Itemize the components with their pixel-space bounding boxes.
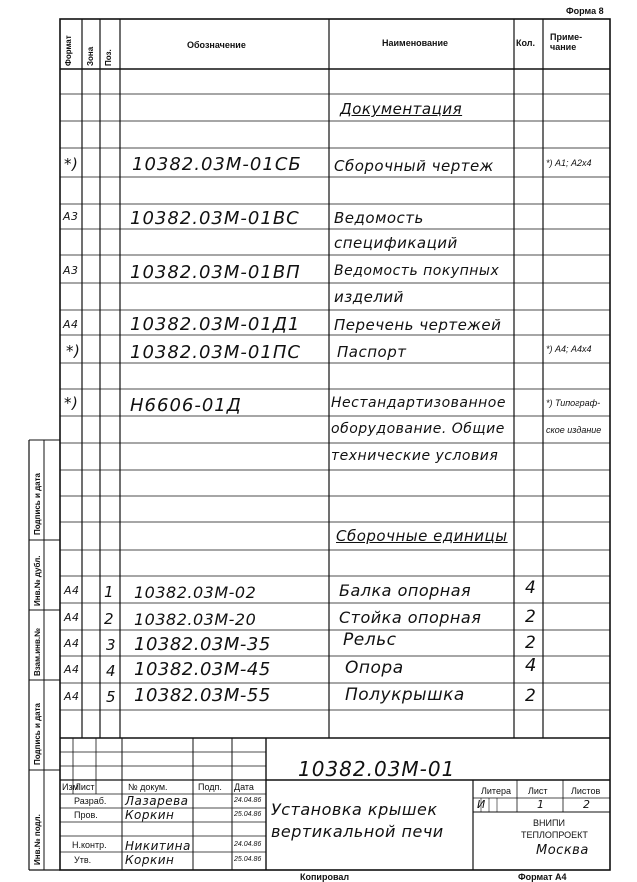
row-format: *) [64,394,79,412]
row-designation: 10382.03М-45 [134,659,271,680]
row-pos: 1 [104,583,115,601]
doc-number: 10382.03М-01 [298,757,456,781]
copied-label: Копировал [300,872,350,882]
section-documentation: Документация [340,100,463,118]
tb-name: Коркин [125,853,175,867]
col-header-designation: Обозначение [187,40,246,50]
tb-title-line2: вертикальной печи [271,822,444,841]
tb-sheets-label: Листов [571,786,601,796]
row-name: Рельс [343,630,397,650]
tb-col-izm: Изм [62,782,79,792]
row-designation: 10382.03М-01ВС [130,208,300,229]
row-qty: 4 [525,655,537,676]
row-designation: 10382.03М-01ПС [130,342,301,363]
side-label-sign-date-1: Подпись и дата [33,473,42,535]
row-format: *) [66,342,81,360]
col-header-note: Приме- чание [550,32,583,52]
row-name: технические условия [331,448,499,464]
tb-role: Утв. [74,855,92,865]
tb-org-line3: Москва [536,843,589,858]
row-note: *) А1; А2х4 [546,158,592,168]
row-qty: 2 [525,686,537,706]
side-label-orig-inv: Инв.№ подл. [33,814,42,865]
row-format: А4 [64,690,80,703]
tb-name: Никитина [125,839,191,853]
form-label: Форма 8 [566,6,604,16]
row-format: А4 [63,318,79,331]
tb-col-date: Дата [234,782,254,792]
format-label: Формат А4 [518,872,567,882]
col-header-name: Наименование [382,38,449,48]
row-note: ское издание [546,425,602,435]
side-label-repl-inv: Взам.инв.№ [33,627,42,676]
row-qty: 4 [525,578,537,598]
row-name: Перечень чертежей [334,316,502,334]
row-name: спецификаций [334,234,458,252]
row-designation: 10382.03М-01ВП [130,262,301,283]
tb-name: Коркин [125,808,175,822]
tb-litera-value: И [477,798,486,811]
tb-col-sign: Подп. [198,782,222,792]
row-pos: 4 [106,662,117,680]
col-header-format: Формат [64,35,73,66]
row-name: Нестандартизованное [331,395,506,411]
row-name: оборудование. Общие [331,421,505,437]
col-header-zone: Зона [86,46,95,66]
section-assembly-units: Сборочные единицы [336,527,508,545]
side-label-sign-date-2: Подпись и дата [33,703,42,765]
tb-date: 25.04.86 [234,811,262,818]
row-note: *) Типограф- [546,398,601,408]
row-format: А4 [64,584,80,597]
row-name: изделий [334,288,404,306]
tb-col-docnum: № докум. [128,782,168,792]
row-name: Сборочный чертеж [334,157,494,175]
row-name: Ведомость покупных [334,263,500,279]
row-format: А3 [63,210,79,223]
tb-date: 24.04.86 [234,841,262,848]
tb-org-line1: ВНИПИ [533,818,565,828]
tb-role: Разраб. [74,796,107,806]
row-format: А3 [63,264,79,277]
row-pos: 5 [106,688,117,706]
col-header-pos: Поз. [104,49,113,66]
tb-org-line2: ТЕПЛОПРОЕКТ [521,830,588,840]
row-qty: 2 [525,633,537,653]
side-label-dup-inv: Инв.№ дубл. [33,555,42,606]
tb-name: Лазарева [125,794,189,808]
row-name: Опора [345,658,404,678]
row-name: Полукрышка [345,685,465,705]
row-format: А4 [64,663,80,676]
tb-title-line1: Установка крышек [271,800,438,819]
row-designation: 10382.03М-20 [134,610,257,629]
row-format: А4 [64,637,80,650]
row-note: *) А4; А4х4 [546,344,592,354]
row-designation: 10382.03М-02 [134,583,257,602]
tb-sheet-value: 1 [537,798,545,811]
tb-date: 24.04.86 [234,797,262,804]
tb-col-list: Лист [75,782,95,792]
row-pos: 3 [106,636,117,654]
row-qty: 2 [525,607,537,627]
row-designation: 10382.03М-01СБ [132,154,302,175]
row-name: Балка опорная [339,581,472,600]
tb-sheet-label: Лист [528,786,548,796]
row-name: Паспорт [337,343,407,361]
row-designation: 10382.03М-01Д1 [130,314,301,335]
row-designation: Н6606-01Д [130,395,242,416]
tb-litera-label: Литера [481,786,511,796]
tb-date: 25.04.86 [234,856,262,863]
tb-sheets-value: 2 [583,798,591,811]
row-pos: 2 [104,610,115,628]
row-designation: 10382.03М-35 [134,634,271,655]
col-header-qty: Кол. [516,38,535,48]
row-name: Стойка опорная [339,608,482,627]
row-format: *) [64,155,79,173]
row-name: Ведомость [334,209,424,227]
tb-role: Пров. [74,810,98,820]
row-format: А4 [64,611,80,624]
tb-role: Н.контр. [72,840,107,850]
row-designation: 10382.03М-55 [134,685,271,706]
